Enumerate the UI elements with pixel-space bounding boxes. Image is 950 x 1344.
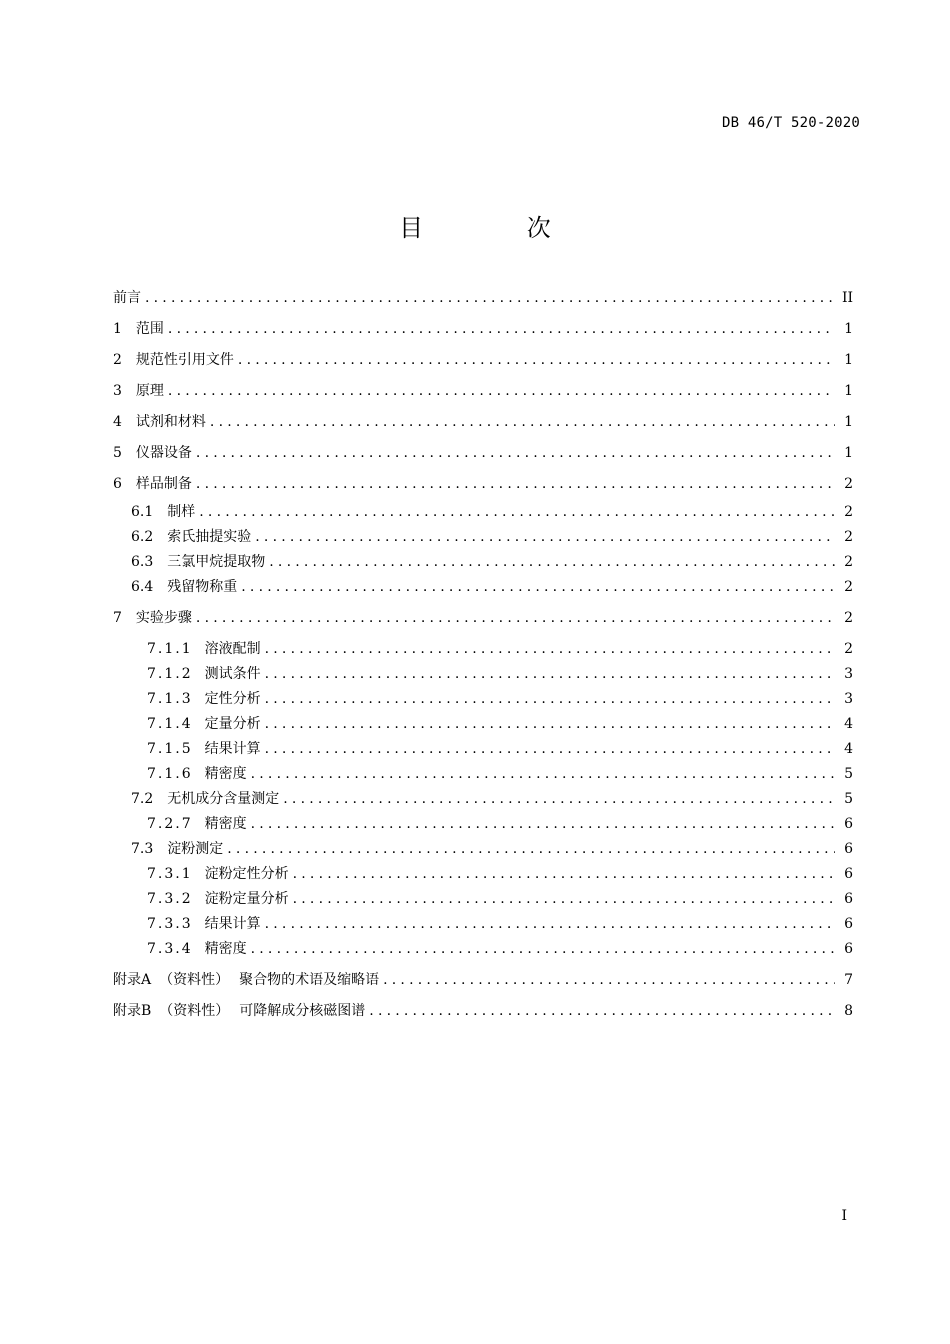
toc-entry-page: 2: [844, 641, 853, 657]
toc-leader-dots: [241, 575, 835, 599]
toc-entry[interactable]: [113, 441, 853, 465]
toc-leader-dots: [227, 837, 835, 861]
toc-entry-title: 定量分析: [204, 716, 261, 732]
toc-entry-page: 2: [844, 554, 853, 570]
toc-entry[interactable]: [113, 472, 853, 496]
toc-entry-number: 3: [113, 383, 122, 399]
toc-entry-title: 规范性引用文件: [135, 352, 234, 368]
document-code: DB 46/T 520-2020: [721, 115, 860, 131]
toc-entry-number: 1: [113, 321, 122, 337]
toc-entry-page: 8: [844, 1003, 853, 1019]
toc-entry-page: 6: [844, 891, 853, 907]
toc-entry[interactable]: [113, 410, 853, 434]
toc-entry[interactable]: [113, 999, 853, 1023]
toc-leader-dots: [255, 525, 835, 549]
toc-entry-title: 三氯甲烷提取物: [167, 554, 266, 570]
toc-entry[interactable]: [113, 500, 853, 524]
toc-entry-title: 样品制备: [135, 476, 192, 492]
toc-leader-dots: [210, 410, 835, 434]
page-number: I: [841, 1208, 847, 1224]
toc-entry-page: 2: [844, 610, 853, 626]
toc-entry-number: 6.2: [131, 529, 154, 545]
toc-entry-title: 残留物称重: [167, 579, 238, 595]
toc-leader-dots: [269, 550, 835, 574]
toc-entry-title: 索氏抽提实验: [167, 529, 252, 545]
toc-entry-number: 7.3.2: [147, 891, 193, 907]
toc-entry-title: 溶液配制: [204, 641, 261, 657]
toc-entry-number: 7.3.3: [147, 916, 193, 932]
toc-entry[interactable]: [113, 662, 853, 686]
toc-leader-dots: [369, 999, 835, 1023]
toc-entry-number: 7: [113, 610, 122, 626]
toc-entry-title: 精密度: [204, 941, 247, 957]
toc-entry[interactable]: [113, 637, 853, 661]
toc-entry[interactable]: [113, 348, 853, 372]
toc-entry-title: 精密度: [204, 816, 247, 832]
toc-annex-type: （资料性）: [159, 972, 230, 988]
toc-entry[interactable]: [113, 317, 853, 341]
toc-entry-number: 6.3: [131, 554, 154, 570]
toc-entry[interactable]: [113, 687, 853, 711]
toc-entry-page: 1: [844, 414, 853, 430]
toc-entry-title: 聚合物的术语及缩略语: [239, 972, 380, 988]
toc-entry-title: 仪器设备: [135, 445, 192, 461]
toc-leader-dots: [196, 441, 835, 465]
toc-leader-dots: [251, 937, 835, 961]
toc-entry-page: 2: [844, 579, 853, 595]
toc-entry[interactable]: [113, 812, 853, 836]
toc-leader-dots: [196, 472, 835, 496]
toc-entry-page: 2: [844, 529, 853, 545]
toc-leader-dots: [265, 912, 835, 936]
toc-leader-dots: [265, 637, 835, 661]
toc-entry-number: 7.1.2: [147, 666, 193, 682]
toc-leader-dots: [199, 500, 835, 524]
toc-entry-title: 试剂和材料: [135, 414, 206, 430]
toc-entry-page: 5: [844, 791, 853, 807]
toc-leader-dots: [265, 662, 835, 686]
toc-entry-number: 7.1.3: [147, 691, 193, 707]
toc-entry[interactable]: [113, 968, 853, 992]
toc-entry-page: 6: [844, 941, 853, 957]
toc-entry-title: 淀粉定量分析: [204, 891, 289, 907]
toc-entry-number: 7.1.5: [147, 741, 193, 757]
toc-entry-number: 7.1.4: [147, 716, 193, 732]
toc-entry-title: 可降解成分核磁图谱: [239, 1003, 366, 1019]
toc-entry-title: 范围: [135, 321, 164, 337]
toc-entry-page: 3: [844, 691, 853, 707]
toc-entry-title: 淀粉定性分析: [204, 866, 289, 882]
toc-entry-title: 实验步骤: [135, 610, 192, 626]
toc-leader-dots: [265, 712, 835, 736]
toc-entry-page: 6: [844, 841, 853, 857]
toc-entry-number: 7.1.6: [147, 766, 193, 782]
toc-entry-page: II: [841, 290, 853, 306]
toc-entry[interactable]: [113, 762, 853, 786]
toc-leader-dots: [293, 862, 835, 886]
toc-leader-dots: [265, 687, 835, 711]
toc-entry[interactable]: [113, 837, 853, 861]
toc-leader-dots: [383, 968, 835, 992]
toc-entry-page: 6: [844, 866, 853, 882]
toc-entry-page: 1: [844, 352, 853, 368]
toc-leader-dots: [283, 787, 835, 811]
toc-entry[interactable]: [113, 550, 853, 574]
toc-entry-number: 7.3.4: [147, 941, 193, 957]
toc-annex-label: 附录A: [113, 972, 152, 988]
toc-leader-dots: [251, 762, 835, 786]
toc-entry-title: 精密度: [204, 766, 247, 782]
toc-entry-page: 5: [844, 766, 853, 782]
toc-entry[interactable]: [113, 737, 853, 761]
toc-title: 目 次: [399, 214, 599, 242]
table-of-contents: [113, 286, 853, 1023]
toc-entry-number: 5: [113, 445, 122, 461]
toc-leader-dots: [265, 737, 835, 761]
toc-entry-title: 淀粉测定: [167, 841, 224, 857]
toc-entry-page: 3: [844, 666, 853, 682]
toc-leader-dots: [293, 887, 835, 911]
toc-entry-title: 定性分析: [204, 691, 261, 707]
toc-entry-number: 6.1: [131, 504, 154, 520]
toc-entry-page: 4: [844, 716, 853, 732]
toc-annex-label: 附录B: [113, 1003, 152, 1019]
toc-entry[interactable]: [113, 912, 853, 936]
toc-entry-title: 前言: [113, 290, 141, 306]
toc-entry-number: 4: [113, 414, 122, 430]
toc-leader-dots: [251, 812, 835, 836]
toc-entry-number: 7.1.1: [147, 641, 193, 657]
toc-entry-page: 2: [844, 476, 853, 492]
toc-entry-page: 1: [844, 321, 853, 337]
toc-entry-page: 1: [844, 445, 853, 461]
toc-entry-page: 6: [844, 916, 853, 932]
toc-leader-dots: [196, 606, 835, 630]
toc-entry-title: 测试条件: [204, 666, 261, 682]
toc-entry[interactable]: [113, 862, 853, 886]
toc-leader-dots: [168, 379, 835, 403]
toc-entry-title: 无机成分含量测定: [167, 791, 280, 807]
toc-entry[interactable]: [113, 525, 853, 549]
toc-entry-number: 6.4: [131, 579, 154, 595]
toc-entry[interactable]: [113, 379, 853, 403]
toc-entry[interactable]: [113, 575, 853, 599]
toc-entry-number: 7.2.7: [147, 816, 193, 832]
toc-entry[interactable]: [113, 937, 853, 961]
toc-entry-number: 6: [113, 476, 122, 492]
toc-entry[interactable]: [113, 712, 853, 736]
toc-entry[interactable]: [113, 286, 853, 310]
toc-entry[interactable]: [113, 787, 853, 811]
toc-leader-dots: [238, 348, 835, 372]
toc-entry-title: 原理: [135, 383, 164, 399]
toc-entry-page: 1: [844, 383, 853, 399]
toc-entry-page: 4: [844, 741, 853, 757]
toc-entry-number: 7.3: [131, 841, 154, 857]
toc-entry-title: 制样: [167, 504, 196, 520]
toc-leader-dots: [145, 286, 835, 310]
toc-entry-page: 2: [844, 504, 853, 520]
toc-entry-title: 结果计算: [204, 741, 261, 757]
toc-entry-number: 2: [113, 352, 122, 368]
toc-leader-dots: [168, 317, 835, 341]
toc-annex-type: （资料性）: [159, 1003, 230, 1019]
toc-entry-page: 6: [844, 816, 853, 832]
toc-entry[interactable]: [113, 887, 853, 911]
toc-entry-number: 7.2: [131, 791, 154, 807]
toc-entry-page: 7: [844, 972, 853, 988]
toc-entry-number: 7.3.1: [147, 866, 193, 882]
toc-entry-title: 结果计算: [204, 916, 261, 932]
toc-entry[interactable]: [113, 606, 853, 630]
